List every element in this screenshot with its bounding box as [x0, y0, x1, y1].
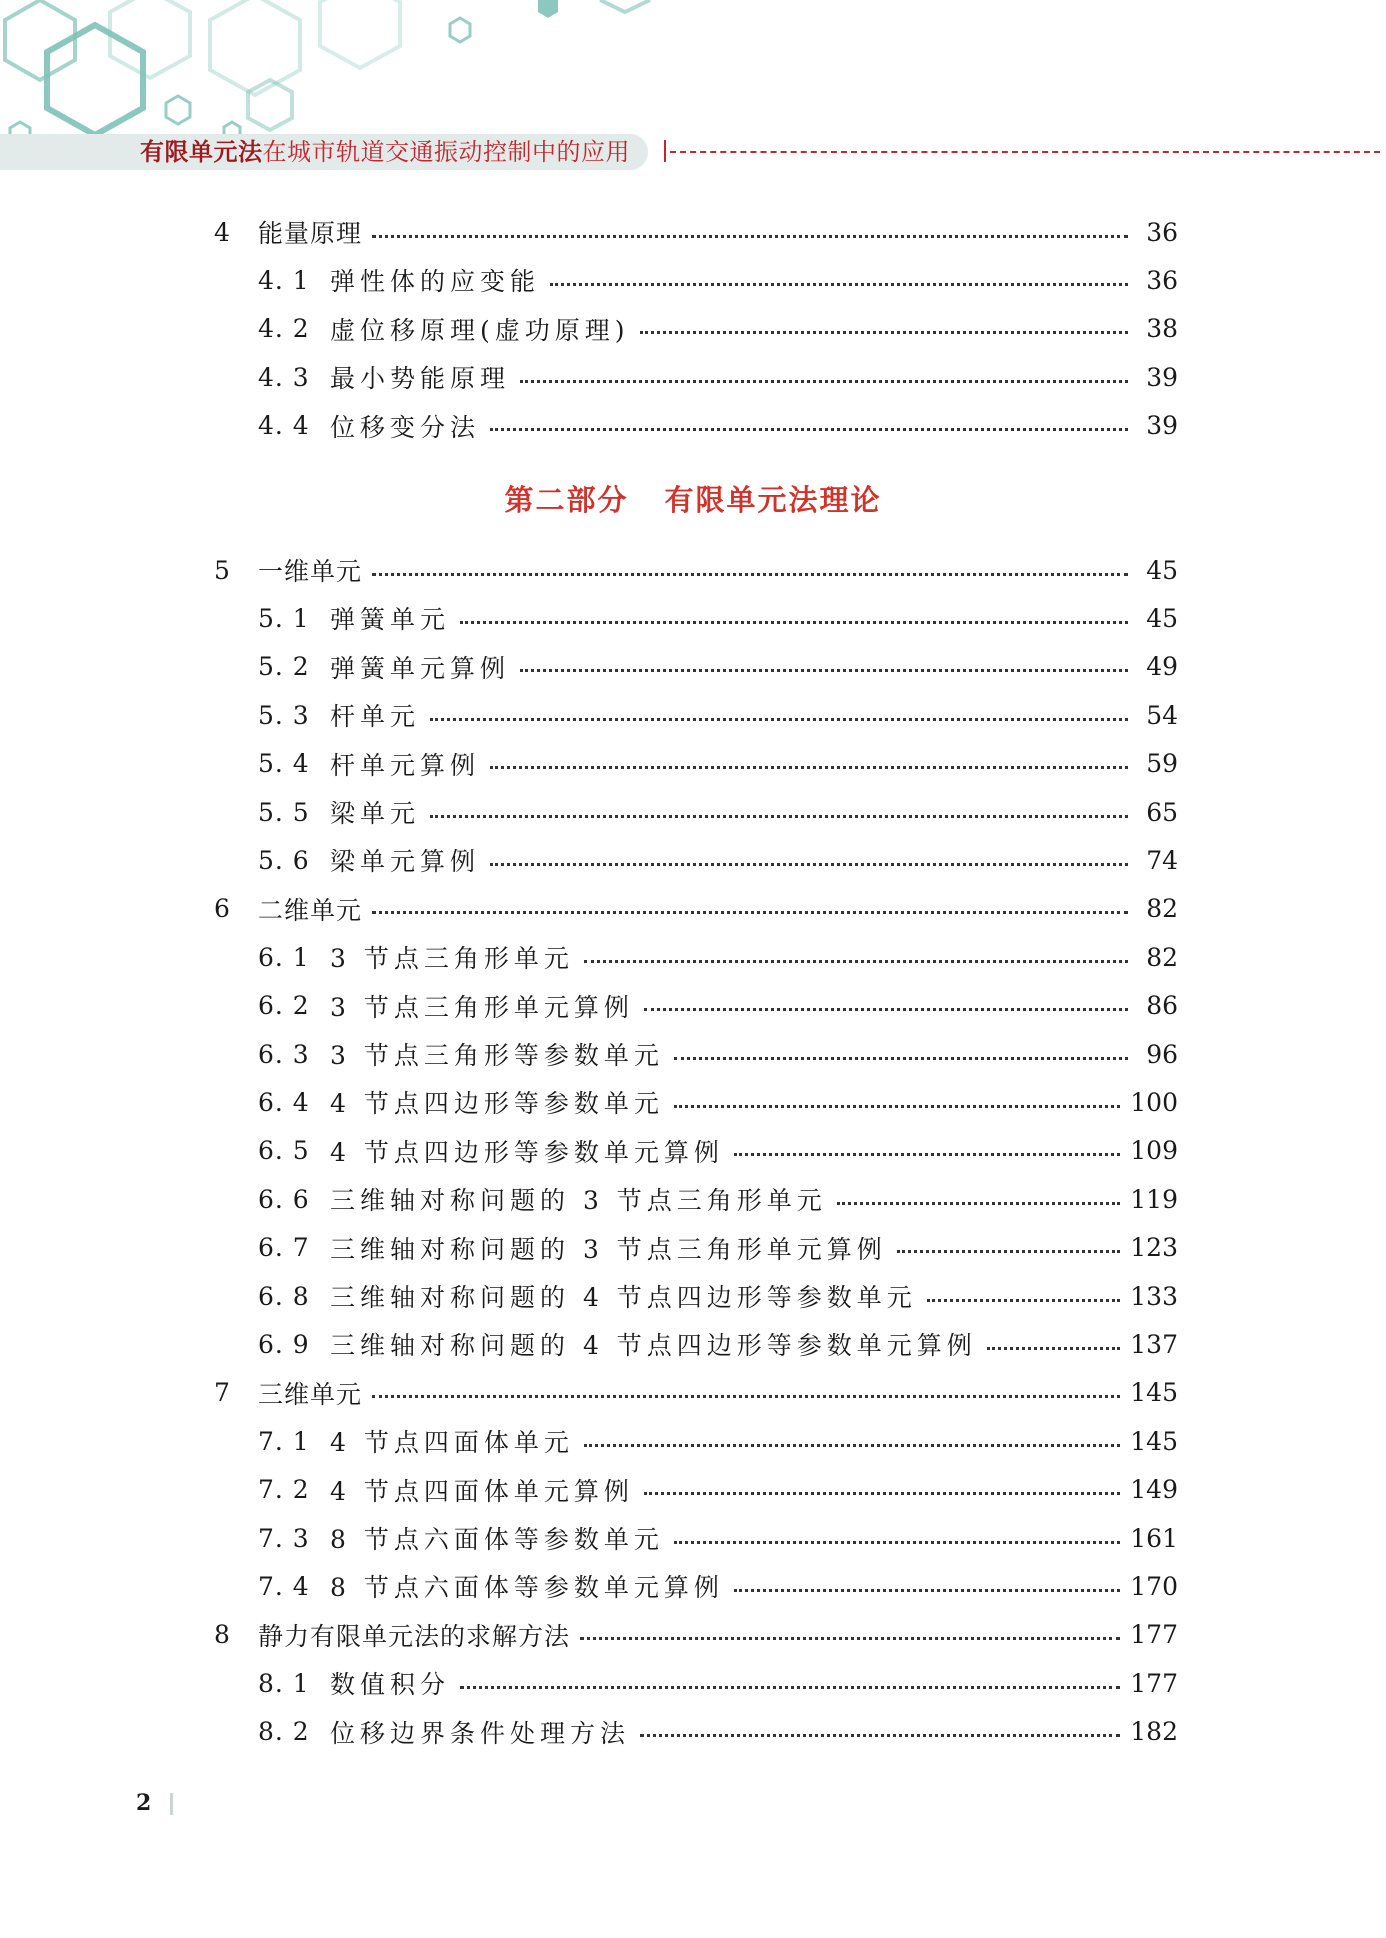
toc-entry-page: 109 [1130, 1136, 1178, 1166]
toc-section-entry[interactable] [258, 1520, 1178, 1556]
toc-entry-page: 145 [1130, 1378, 1178, 1408]
toc-entry-title: 8 节点六面体等参数单元 [330, 1525, 664, 1554]
toc-entry-title: 弹簧单元 [330, 605, 451, 635]
toc-entry-title: 杆单元算例 [330, 750, 481, 780]
toc-section-entry[interactable] [258, 697, 1178, 733]
dot-leader [520, 380, 1128, 383]
toc-entry-number: 6. 8 [258, 1281, 310, 1311]
toc-entry-number: 6. 4 [258, 1087, 310, 1117]
toc-section-entry[interactable] [258, 1181, 1178, 1217]
toc-entry-title: 最小势能原理 [330, 364, 511, 394]
toc-entry-number: 5. 3 [258, 700, 310, 730]
toc-entry-title: 位移变分法 [330, 412, 481, 442]
dot-leader [897, 1250, 1120, 1253]
toc-entry-title: 能量原理 [258, 219, 363, 248]
toc-section-entry[interactable] [258, 600, 1178, 636]
toc-entry-title: 3 节点三角形单元算例 [330, 992, 634, 1022]
toc-entry-title: 一维单元 [258, 557, 363, 586]
toc-section-entry[interactable] [258, 794, 1178, 830]
part-heading: 第二部分 有限单元法理论 [504, 483, 882, 517]
toc-entry-number: 4 [214, 217, 230, 247]
footer-marker [170, 1793, 173, 1815]
dot-leader [550, 283, 1128, 286]
header-separator-bar [664, 140, 666, 162]
dot-leader [674, 1105, 1120, 1108]
toc-entry-title: 三维轴对称问题的 3 节点三角形单元 [330, 1186, 827, 1216]
toc-entry-number: 5. 6 [258, 845, 310, 875]
toc-section-entry[interactable] [258, 1036, 1178, 1072]
toc-entry-title: 梁单元算例 [330, 847, 481, 877]
dot-leader [580, 1637, 1120, 1640]
toc-entry-page: 133 [1130, 1281, 1178, 1311]
toc-entry-number: 6. 7 [258, 1233, 310, 1263]
toc-entry-page: 45 [1146, 555, 1178, 585]
dot-leader [372, 235, 1128, 238]
toc-entry-page: 182 [1130, 1717, 1178, 1747]
toc-chapter-entry[interactable] [214, 1375, 1178, 1411]
dot-leader [430, 718, 1128, 721]
toc-entry-page: 123 [1130, 1233, 1178, 1263]
header-title-bold: 有限单元法 [140, 138, 263, 166]
toc-entry-number: 6. 9 [258, 1329, 310, 1359]
toc-entry-number: 7 [214, 1378, 230, 1408]
toc-chapter-entry[interactable] [214, 552, 1178, 588]
toc-entry-page: 45 [1146, 603, 1178, 633]
toc-entry-title: 3 节点三角形单元 [330, 944, 574, 974]
toc-entry-page: 145 [1130, 1426, 1178, 1456]
toc-entry-title: 3 节点三角形等参数单元 [330, 1041, 664, 1070]
toc-entry-page: 65 [1146, 797, 1178, 827]
toc-entry-title: 4 节点四边形等参数单元 [330, 1089, 664, 1119]
toc-entry-title: 位移边界条件处理方法 [330, 1718, 631, 1748]
toc-entry-number: 7. 3 [258, 1523, 310, 1553]
toc-entry-number: 8 [214, 1620, 230, 1650]
running-header-title [140, 136, 630, 168]
dot-leader [520, 669, 1128, 672]
toc-entry-number: 7. 2 [258, 1475, 310, 1505]
toc-entry-page: 74 [1146, 845, 1178, 875]
toc-entry-number: 4. 3 [258, 362, 310, 392]
toc-entry-number: 7. 4 [258, 1571, 310, 1601]
dot-leader [430, 815, 1128, 818]
toc-entry-number: 6 [214, 894, 230, 924]
dot-leader [674, 1057, 1128, 1060]
toc-entry-title: 数值积分 [330, 1670, 451, 1700]
dot-leader [372, 911, 1128, 914]
toc-entry-number: 8. 2 [258, 1717, 310, 1747]
toc-entry-page: 137 [1130, 1329, 1178, 1359]
toc-entry-page: 49 [1146, 652, 1178, 682]
dot-leader [640, 331, 1128, 334]
toc-section-entry[interactable] [258, 359, 1178, 395]
toc-section-entry[interactable] [258, 1568, 1178, 1604]
toc-section-entry[interactable] [258, 408, 1178, 444]
dot-leader [372, 1395, 1120, 1398]
dot-leader [460, 621, 1128, 624]
toc-entry-number: 6. 1 [258, 942, 310, 972]
toc-entry-title: 三维轴对称问题的 4 节点四边形等参数单元算例 [330, 1331, 977, 1361]
toc-entry-title: 静力有限单元法的求解方法 [258, 1621, 571, 1651]
dot-leader [372, 573, 1128, 576]
toc-chapter-entry[interactable] [214, 214, 1178, 250]
toc-entry-title: 杆单元 [330, 702, 421, 732]
dot-leader [640, 1734, 1120, 1737]
toc-entry-number: 5. 5 [258, 797, 310, 827]
toc-entry-number: 5 [214, 555, 230, 585]
toc-entry-page: 54 [1146, 700, 1178, 730]
toc-entry-page: 177 [1130, 1620, 1178, 1650]
dot-leader [987, 1347, 1120, 1350]
toc-chapter-entry[interactable] [214, 891, 1178, 927]
dot-leader [490, 863, 1128, 866]
toc-entry-page: 119 [1130, 1184, 1178, 1214]
toc-entry-title: 二维单元 [258, 895, 363, 925]
header-title-rest: 在城市轨道交通振动控制中的应用 [262, 138, 630, 166]
toc-chapter-entry[interactable] [214, 1617, 1178, 1653]
toc-entry-title: 4 节点四边形等参数单元算例 [330, 1137, 724, 1167]
toc-section-entry[interactable] [258, 1326, 1178, 1362]
dot-leader [644, 1008, 1128, 1011]
dot-leader [734, 1153, 1120, 1156]
toc-entry-title: 4 节点四面体单元 [330, 1428, 574, 1458]
page-number: 2 [136, 1790, 152, 1816]
toc-section-entry[interactable] [258, 1230, 1178, 1266]
toc-entry-title: 虚位移原理(虚功原理) [330, 315, 630, 345]
toc-entry-number: 4. 1 [258, 265, 310, 295]
dot-leader [927, 1299, 1120, 1302]
toc-entry-title: 弹簧单元算例 [330, 653, 511, 683]
toc-entry-title: 三维单元 [258, 1379, 363, 1409]
toc-entry-page: 36 [1146, 265, 1178, 295]
toc-entry-number: 4. 4 [258, 411, 310, 441]
toc-section-entry[interactable] [258, 1278, 1178, 1314]
toc-entry-number: 5. 1 [258, 603, 310, 633]
toc-entry-page: 59 [1146, 749, 1178, 779]
toc-entry-page: 39 [1146, 411, 1178, 441]
toc-entry-title: 4 节点四面体单元算例 [330, 1476, 634, 1506]
toc-entry-title: 梁单元 [330, 799, 421, 828]
toc-entry-page: 82 [1146, 942, 1178, 972]
toc-section-entry[interactable] [258, 842, 1178, 878]
toc-entry-number: 7. 1 [258, 1426, 310, 1456]
dot-leader [734, 1589, 1120, 1592]
toc-entry-page: 36 [1146, 217, 1178, 247]
dot-leader [490, 428, 1128, 431]
toc-entry-number: 5. 2 [258, 652, 310, 682]
dot-leader [460, 1686, 1120, 1689]
dot-leader [490, 766, 1128, 769]
toc-entry-page: 38 [1146, 314, 1178, 344]
dot-leader [644, 1492, 1120, 1495]
toc-entry-number: 8. 1 [258, 1668, 310, 1698]
dot-leader [584, 960, 1128, 963]
toc-entry-page: 96 [1146, 1039, 1178, 1069]
toc-entry-title: 三维轴对称问题的 3 节点三角形单元算例 [330, 1234, 887, 1264]
toc-entry-title: 三维轴对称问题的 4 节点四边形等参数单元 [330, 1283, 917, 1312]
toc-section-entry[interactable] [258, 939, 1178, 975]
toc-section-entry[interactable] [258, 1472, 1178, 1508]
toc-section-entry[interactable] [258, 1665, 1178, 1701]
toc-section-entry[interactable] [258, 311, 1178, 347]
toc-section-entry[interactable] [258, 649, 1178, 685]
toc-entry-page: 149 [1130, 1475, 1178, 1505]
toc-entry-number: 6. 5 [258, 1136, 310, 1166]
toc-section-entry[interactable] [258, 988, 1178, 1024]
toc-entry-number: 4. 2 [258, 314, 310, 344]
toc-entry-number: 6. 3 [258, 1039, 310, 1069]
toc-entry-page: 177 [1130, 1668, 1178, 1698]
toc-entry-number: 6. 2 [258, 991, 310, 1021]
toc-section-entry[interactable] [258, 1714, 1178, 1750]
toc-entry-number: 5. 4 [258, 749, 310, 779]
toc-entry-page: 161 [1130, 1523, 1178, 1553]
toc-section-entry[interactable] [258, 1423, 1178, 1459]
toc-entry-page: 170 [1130, 1571, 1178, 1601]
toc-section-entry[interactable] [258, 1133, 1178, 1169]
hexagon-pattern-decoration [0, 0, 660, 150]
toc-entry-page: 100 [1130, 1087, 1178, 1117]
toc-entry-page: 39 [1146, 362, 1178, 392]
toc-section-entry[interactable] [258, 262, 1178, 298]
toc-entry-title: 8 节点六面体等参数单元算例 [330, 1573, 724, 1603]
dot-leader [674, 1541, 1120, 1544]
toc-entry-page: 86 [1146, 991, 1178, 1021]
toc-section-entry[interactable] [258, 1084, 1178, 1120]
toc-entry-number: 6. 6 [258, 1184, 310, 1214]
dot-leader [584, 1444, 1120, 1447]
dot-leader [837, 1202, 1120, 1205]
toc-section-entry[interactable] [258, 746, 1178, 782]
header-dashed-line [670, 151, 1380, 153]
toc-entry-title: 弹性体的应变能 [330, 267, 541, 297]
toc-entry-page: 82 [1146, 894, 1178, 924]
